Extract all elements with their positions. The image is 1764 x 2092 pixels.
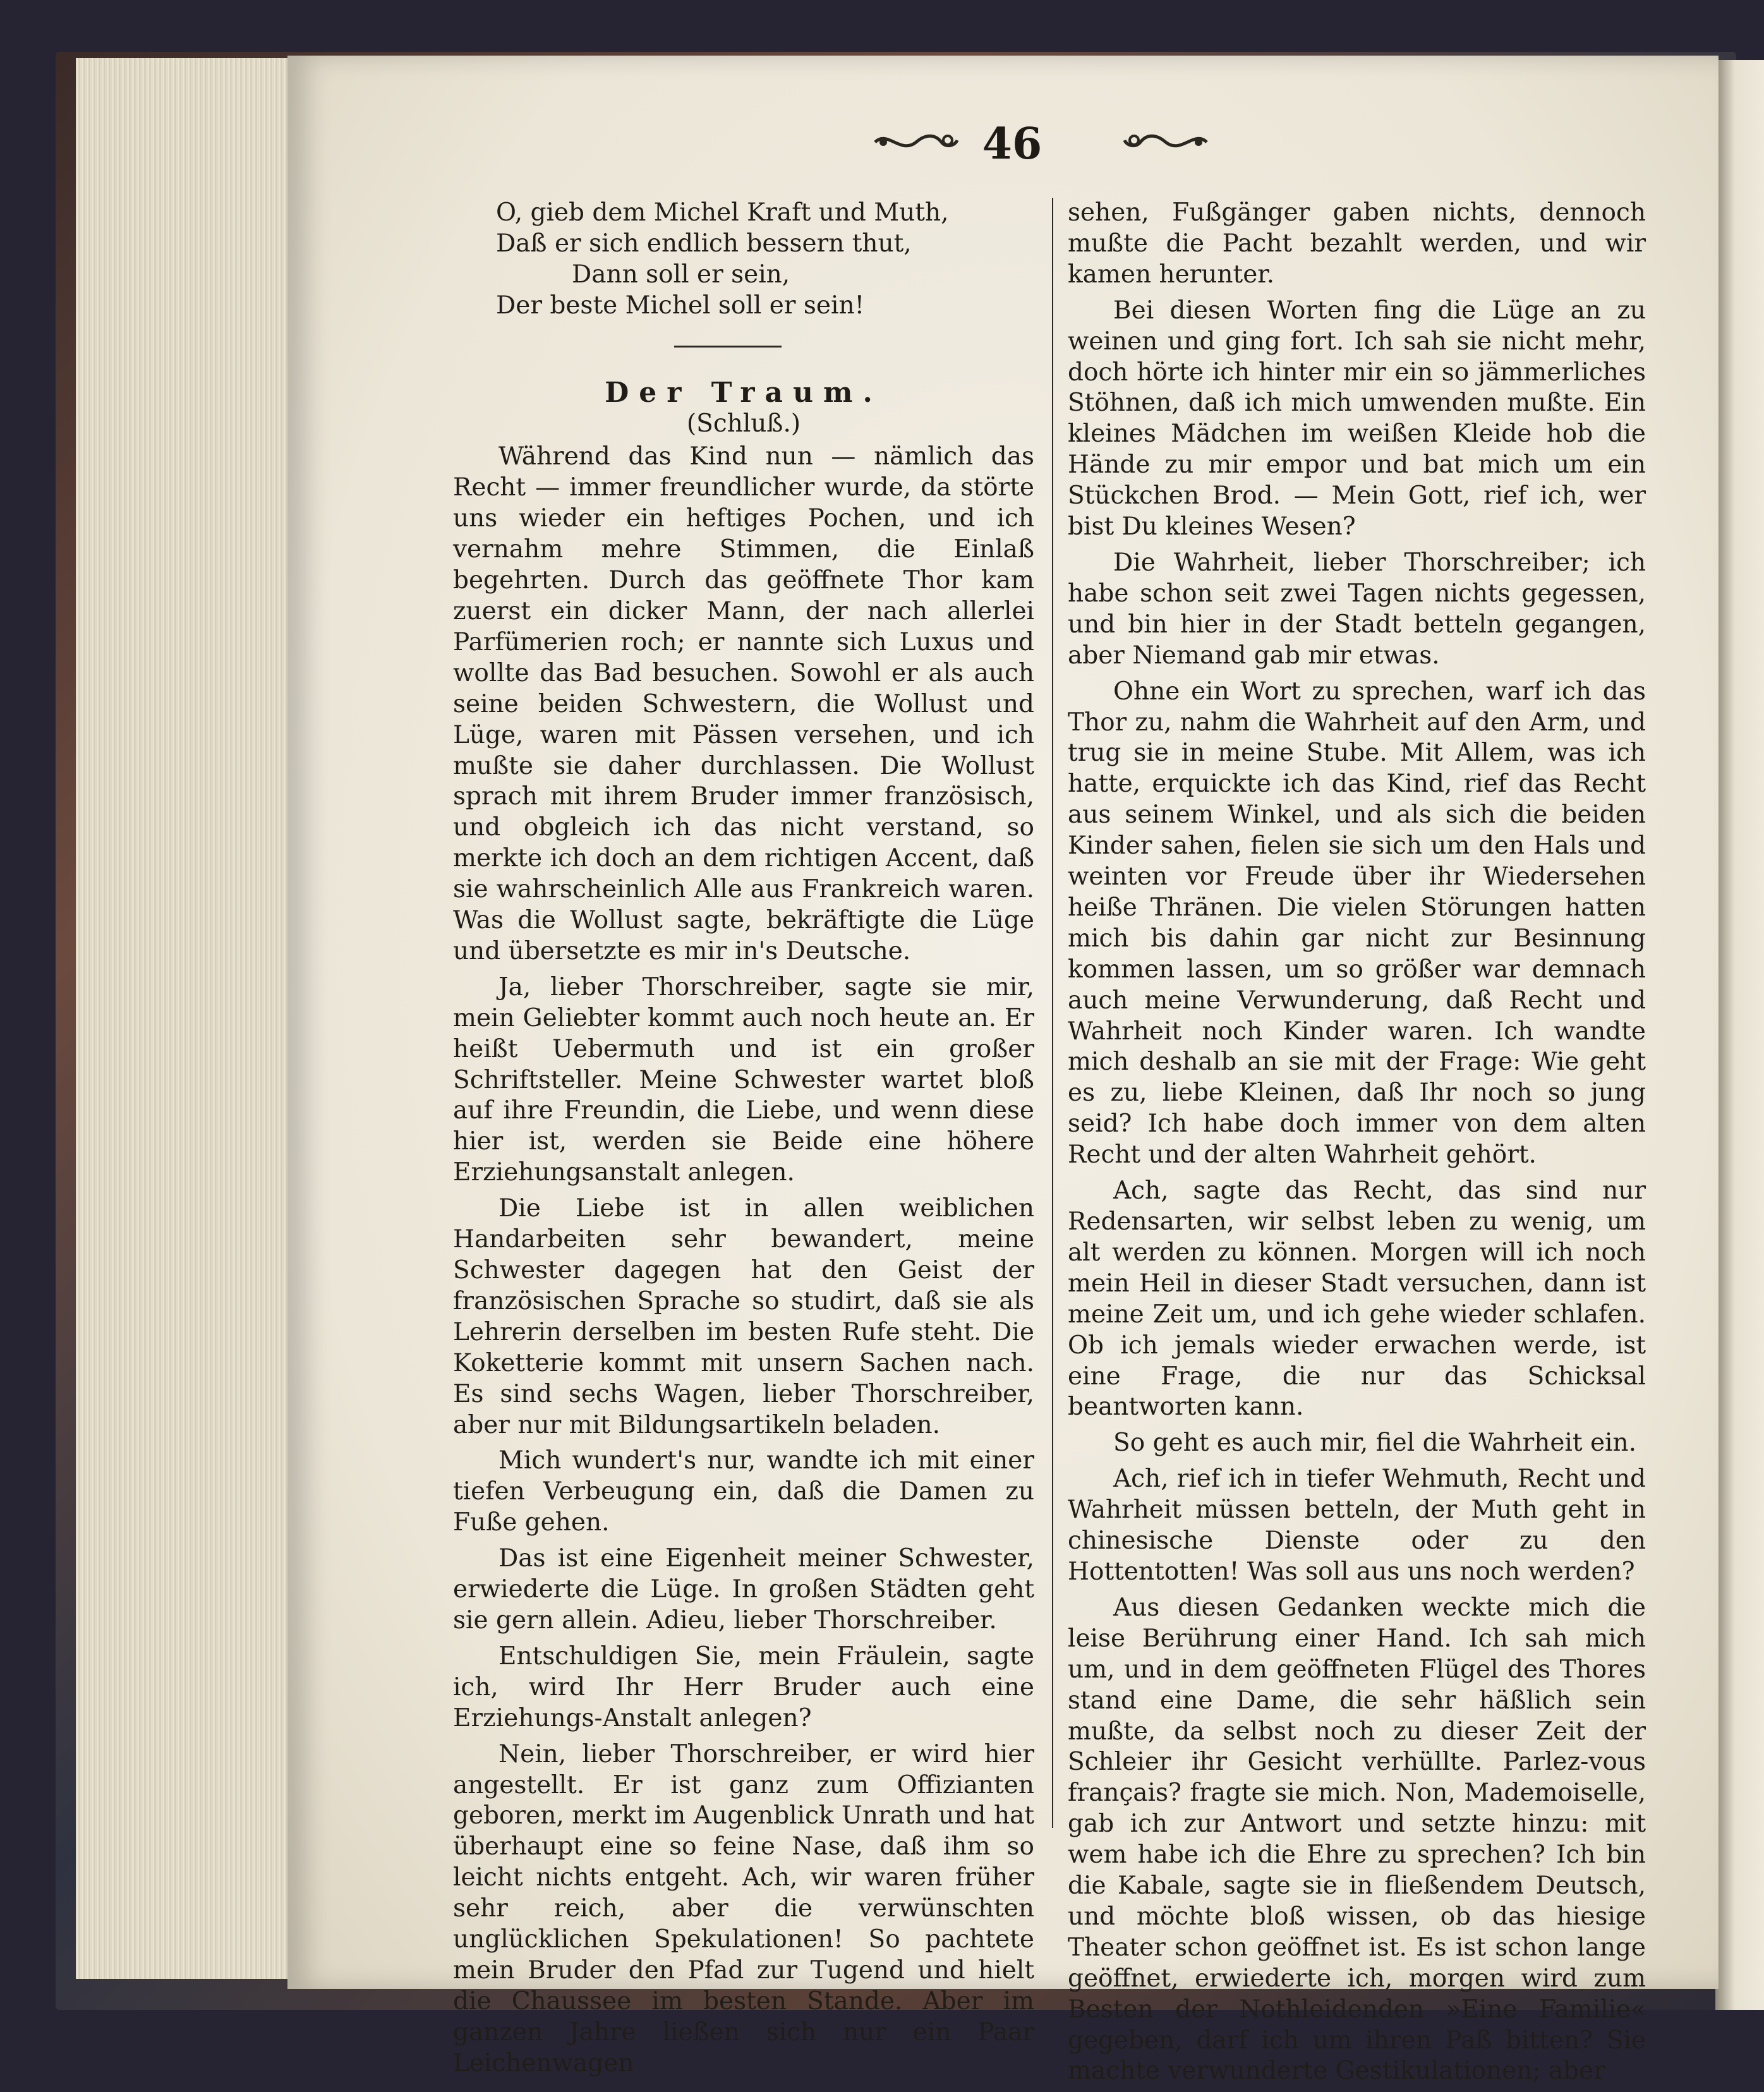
left-column bbox=[453, 198, 1034, 2084]
paragraph: Mich wundert's nur, wandte ich mit einer tiefen Verbeugung ein, daß die Damen zu Fuße gehen. bbox=[453, 1446, 1034, 1537]
right-column bbox=[1068, 198, 1646, 2092]
ornament-left-icon bbox=[872, 126, 960, 158]
poem-line: Dann soll er sein, bbox=[572, 260, 790, 289]
paragraph: Die Liebe ist in allen weiblichen Handarbeiten sehr bewandert, meine Schwester dagegen hat den Geist der französischen Sprache so studirt, daß sie als Lehrerin derselben im besten Rufe steht. Die Koketterie kommt mit unsern Sachen nach. Es sind sechs Wagen, lieber Thorschreiber, aber nur mit Bildungsartikeln beladen. bbox=[453, 1194, 1034, 1439]
paragraph: Ach, sagte das Recht, das sind nur Redensarten, wir selbst leben zu wenig, um alt werden zu können. Morgen will ich noch mein Heil in dieser Stadt versuchen, dann ist meine Zeit um, und ich gehe wieder schlafen. Ob ich jemals wieder erwachen werde, ist eine Frage, die nur das Schicksal beantworten kann. bbox=[1068, 1176, 1646, 1422]
facing-page-edge bbox=[1715, 60, 1764, 2010]
paragraph: So geht es auch mir, fiel die Wahrheit ein. bbox=[1113, 1429, 1637, 1458]
ornament-right-icon bbox=[1121, 126, 1210, 158]
paragraph: Aus diesen Gedanken weckte mich die leise Berührung einer Hand. Ich sah mich um, und in dem geöffneten Flügel des Thores stand eine Dame, die sehr häßlich sein mußte, da selbst noch zu dieser Zeit der Schleier ihr Gesicht verhüllte. Parlez-vous français? fragte sie mich. Non, Mademoiselle, gab ich zur Antwort und setzte hinzu: mit wem habe ich die Ehre zu sprechen? Ich bin die Kabale, sagte sie in fließendem Deutsch, und möchte bloß wissen, ob das hiesige Theater schon geöffnet ist. Es ist schon lange geöffnet, erwiederte ich, morgen wird zum Besten der Nothleidenden »Eine Familie« gegeben, darf ich um ihren Paß bitten? Sie machte verwunderte Gestikulationen; aber bbox=[1068, 1593, 1646, 2086]
paragraph: Während das Kind nun — nämlich das Recht — immer freundlicher wurde, da störte uns wieder ein heftiges Pochen, und ich vernahm mehre Stimmen, die Einlaß begehrten. Durch das geöffnete Thor kam zuerst ein dicker Mann, der nach allerlei Parfümerien roch; er nannte sich Luxus und wollte das Bad besuchen. Sowohl er als auch seine beiden Schwestern, die Wollust und Lüge, waren mit Pässen versehen, und ich mußte sie daher durchlassen. Die Wollust sprach mit ihrem Bruder immer französisch, und obgleich ich das nicht verstand, so merkte ich doch an dem richtigen Accent, daß sie wahrscheinlich Alle aus Frankreich waren. Was die Wollust sagte, bekräftigte die Lüge und übersetzte es mir in's Deutsche. bbox=[453, 442, 1034, 965]
book-page bbox=[287, 56, 1719, 2086]
paragraph: Entschuldigen Sie, mein Fräulein, sagte ich, wird Ihr Herr Bruder auch eine Erziehungs-Anstalt anlegen? bbox=[453, 1642, 1034, 1732]
paragraph: Ja, lieber Thorschreiber, sagte sie mir, mein Geliebter kommt auch noch heute an. Er heißt Uebermuth und ist ein großer Schriftsteller. Meine Schwester wartet bloß auf ihre Freundin, die Liebe, und wenn diese hier ist, werden sie Beide eine höhere Erziehungsanstalt anlegen. bbox=[453, 972, 1034, 1187]
section-rule bbox=[674, 346, 782, 348]
paragraph: Nein, lieber Thorschreiber, er wird hier angestellt. Er ist ganz zum Offizianten geboren, merkt im Augenblick Unrath und hat überhaupt eine so feine Nase, daß ihm so leicht nichts entgeht. Ach, wir waren früher sehr reich, aber die verwünschten unglücklichen Spekulationen! So pachtete mein Bruder den Pfad zur Tugend und hielt die Chaussee im besten Stande. Aber im ganzen Jahre ließen sich nur ein Paar Leichenwagen bbox=[453, 1739, 1034, 2077]
paragraph: Bei diesen Worten fing die Lüge an zu weinen und ging fort. Ich sah sie nicht mehr, doch hörte ich hinter mir ein so jämmerliches Stöhnen, daß ich mich umwenden mußte. Ein kleines Mädchen im weißen Kleide hob die Hände zu mir empor und bat mich um ein Stückchen Brod. — Mein Gott, rief ich, wer bist Du kleines Wesen? bbox=[1068, 296, 1646, 541]
article-title: Der Traum. bbox=[605, 376, 883, 409]
article-subtitle: (Schluß.) bbox=[686, 409, 801, 438]
paragraph: Ohne ein Wort zu sprechen, warf ich das Thor zu, nahm die Wahrheit auf den Arm, und trug sie in meine Stube. Mit Allem, was ich hatte, erquickte ich das Kind, rief das Recht aus seinem Winkel, und als sich die beiden Kinder sahen, fielen sie sich um den Hals und weinten vor Freude über ihr Wiedersehen heiße Thränen. Die vielen Störungen hatten mich bis dahin gar nicht zur Besinnung kommen lassen, um so größer war demnach auch meine Verwunderung, daß Recht und Wahrheit noch Kinder waren. Ich wandte mich deshalb an sie mit der Frage: Wie geht es zu, liebe Kleinen, daß Ihr noch so jung seid? Ich habe doch immer von dem alten Recht und der alten Wahrheit gehört. bbox=[1068, 677, 1646, 1170]
page-number: 46 bbox=[982, 119, 1042, 169]
paragraph-continuation: sehen, Fußgänger gaben nichts, dennoch mußte die Pacht bezahlt werden, und wir kamen herunter. bbox=[1068, 198, 1646, 289]
column-divider bbox=[1052, 198, 1053, 1828]
poem-line: O, gieb dem Michel Kraft und Muth, bbox=[496, 198, 949, 227]
paragraph: Ach, rief ich in tiefer Wehmuth, Recht und Wahrheit müssen betteln, der Muth geht in chinesische Dienste oder zu den Hottentotten! Was soll aus uns noch werden? bbox=[1068, 1465, 1646, 1586]
poem bbox=[496, 198, 1034, 322]
paragraph: Die Wahrheit, lieber Thorschreiber; ich habe schon seit zwei Tagen nichts gegessen, und bin hier in der Stadt betteln gegangen, aber Niemand gab mir etwas. bbox=[1068, 548, 1646, 670]
poem-line: Der beste Michel soll er sein! bbox=[496, 291, 865, 320]
poem-line: Daß er sich endlich bessern thut, bbox=[496, 229, 912, 258]
paragraph: Das ist eine Eigenheit meiner Schwester, erwiederte die Lüge. In großen Städten geht sie gern allein. Adieu, lieber Thorschreiber. bbox=[453, 1544, 1034, 1635]
page-edges bbox=[76, 58, 292, 1979]
